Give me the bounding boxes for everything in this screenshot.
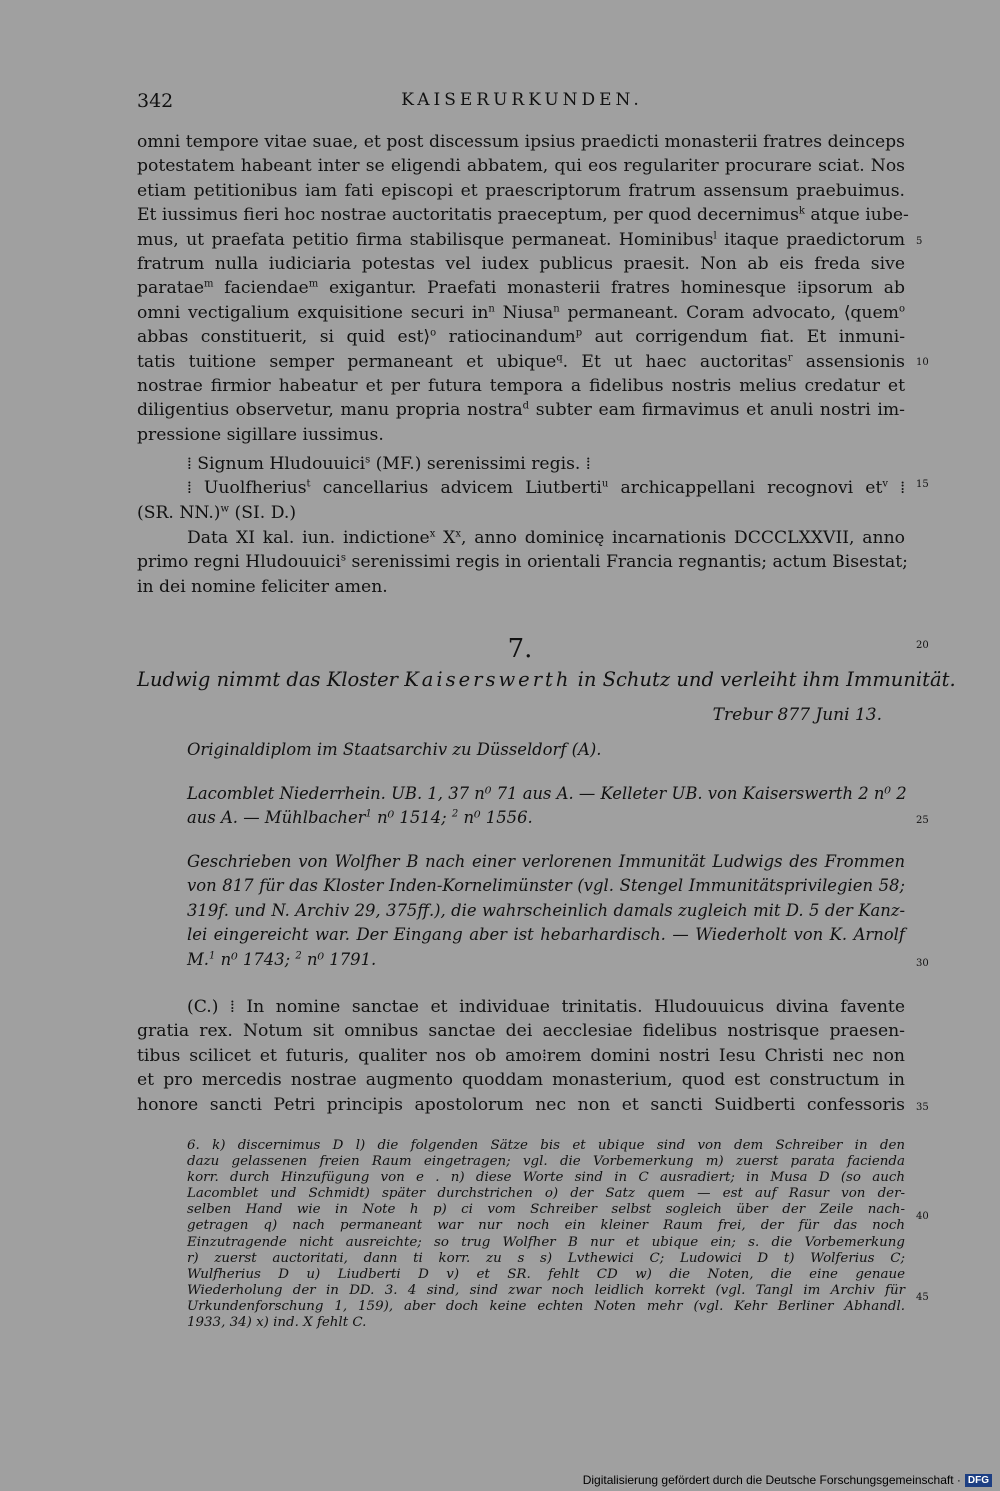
- text-line: abbas constituerit, si quid est⟩$^o$ ratiocinandum$^p$ aut corrigendum fiat. Et inmuni-: [137, 327, 906, 348]
- text-line: et pro mercedis nostrae augmento quoddam monasterium, quod est constructum in: [137, 1070, 905, 1091]
- text-line: lei eingereicht war. Der Eingang aber ist hebarhardisch. — Wiederholt von K. Arnolf: [187, 925, 905, 945]
- margin-number: 40: [916, 1211, 929, 1222]
- credit-text: Digitalisierung gefördert durch die Deutsche Forschungsgemeinschaft ·: [582, 1473, 961, 1487]
- charter-7-text: [137, 995, 905, 1117]
- text-line: 319f. und N. Archiv 29, 375ff.), die wahrscheinlich damals zugleich mit D. 5 der Kanz-: [187, 900, 905, 920]
- text-line: korr. durch Hinzufügung von e . n) diese Worte sind in C ausradiert; in Musa D (so auch: [187, 1170, 905, 1186]
- running-title: KAISERURKUNDEN.: [401, 90, 643, 110]
- document-number: 7.: [507, 634, 533, 664]
- signum-block: [137, 452, 905, 525]
- title-place: Kaiserswerth: [404, 668, 572, 691]
- text-line: ⁞ Signum Hludouuici$^s$ (MF.) serenissimi regis. ⁞: [187, 454, 591, 474]
- source-note: [187, 738, 905, 762]
- text-line: omni vectigalium exquisitione securi $in^n$ Niusa$^n$ permaneant. Coram advocato, ⟨quem$^o$: [137, 302, 905, 323]
- text-line: omni tempore vitae suae, et post discessum ipsius praedicti monasterii fratres deinceps: [137, 132, 905, 152]
- footnotes: [187, 1138, 905, 1331]
- dating-clause: [137, 526, 908, 599]
- text-line: (SR. NN.)$^w$ (SI. D.): [137, 502, 297, 523]
- charter-text: [137, 130, 909, 447]
- text-line: mus, ut praefata petitio firma stabilisque permaneat. Hominibus$^l$ itaque praedictorum: [137, 229, 905, 250]
- text-line: Lacomblet Niederrhein. UB. 1, 37 n⁰ 71 aus A. — Kelleter UB. von Kaiserswerth 2 n⁰ 2: [187, 784, 907, 803]
- page-header: [137, 90, 907, 114]
- text-line: getragen q) nach permaneant war nur noch ein kleiner Raum frei, der für das noch: [187, 1218, 905, 1234]
- text-line: 6. k) discernimus D l) die folgenden Sätze bis et ubique sind von dem Schreiber in den: [187, 1138, 905, 1153]
- document-title: [137, 668, 956, 691]
- text-line: Geschrieben von Wolfher B nach einer verlorenen Immunität Ludwigs des Frommen: [187, 852, 905, 871]
- text-line: in dei nomine feliciter amen.: [137, 576, 388, 597]
- dfg-logo: DFG: [965, 1474, 992, 1487]
- text-line: Wulfherius D u) Liudberti D v) et SR. fehlt CD w) die Noten, die eine genaue: [187, 1266, 905, 1282]
- text-line: etiam petitionibus iam fati episcopi et praescriptorum fratrum assensum praebuimus.: [137, 180, 905, 201]
- text-line: selben Hand wie in Note h p) ci vom Schreiber selbst sogleich über der Zeile nach-: [187, 1202, 905, 1218]
- text-line: dazu gelassenen freien Raum eingetragen; vgl. die Vorbemerkung m) zuerst parata facienda: [187, 1154, 905, 1170]
- text-line: r) zuerst auctoritati, dann ti korr. zu s s) Lvthewici C; Ludowici D t) Wolferius C;: [187, 1250, 905, 1266]
- text-line: gratia rex. Notum sit omnibus sanctae dei aecclesiae fidelibus nostrisque praesen-: [137, 1021, 905, 1042]
- text-line: primo regni Hludouuici$^s$ serenissimi regis in orientali Francia regnantis; actum Bisestat;: [137, 552, 908, 573]
- text-line: paratae$^m$ faciendae$^m$ exigantur. Praefati monasterii fratres hominesque ⁞ipsorum ab: [137, 278, 905, 299]
- text-line: pressione sigillare iussimus.: [137, 424, 384, 445]
- document-date: Trebur 877 Juni 13.: [712, 705, 882, 725]
- page-number: 342: [137, 90, 174, 112]
- text-line: M.$^1$ n⁰ 1743; $^2$ n⁰ 1791.: [187, 949, 377, 969]
- text-line: Urkundenforschung 1, 159), aber doch keine echten Noten mehr (vgl. Kehr Berliner Abhandl.: [187, 1298, 905, 1314]
- source-line: Originaldiplom im Staatsarchiv zu Düsseldorf (A).: [187, 740, 602, 759]
- margin-number: 10: [916, 357, 929, 368]
- text-line: tatis tuitione semper permaneant et ubique$^q$. Et ut haec auctoritas$^r$ assensionis: [137, 351, 905, 372]
- margin-number: 5: [916, 236, 923, 247]
- text-line: Data XI kal. iun. indictione$^x$ $X^x$, anno dominicę incarnationis DCCCLXXVII, anno: [187, 528, 906, 548]
- digitization-credit: [583, 1473, 992, 1487]
- text-line: Lacomblet und Schmidt) später durchstrichen o) der Satz quem — est auf Rasur von der-: [187, 1186, 905, 1202]
- text-line: tibus scilicet et futuris, qualiter nos ob amo⁞rem domini nostri Iesu Christi nec non: [137, 1045, 905, 1066]
- margin-number: 20: [916, 640, 929, 651]
- text-line: nostrae firmior habeatur et per futura tempora a fidelibus nostris melius credatur et: [137, 376, 905, 397]
- text-line: (C.) ⁞ In nomine sanctae et individuae trinitatis. Hludouuicus divina favente: [187, 997, 905, 1017]
- margin-number: 25: [916, 815, 929, 826]
- text-line: aus A. — Mühlbacher$^1$ n⁰ 1514; $^2$ n⁰ 1556.: [187, 808, 533, 828]
- remarks-note: [187, 850, 905, 972]
- text-line: Einzutragende nicht ausreichte; so trug Wolfher B nur et ubique ein; s. die Vorbemerkung: [187, 1234, 905, 1250]
- title-part: in Schutz und verleiht ihm Immunität.: [571, 668, 956, 691]
- text-line: ⁞ Uuolfherius$^t$ cancellarius advicem Liutberti$^u$ archicappellani recognovi $et^v$ ⁞: [187, 478, 905, 499]
- text-line: Wiederholung der in DD. 3. 4 sind, sind zwar noch leidlich korrekt (vgl. Tangl im Archiv für: [187, 1282, 905, 1298]
- text-line: diligentius observetur, manu propria nostra$^d$ subter eam firmavimus et anuli nostri im-: [137, 400, 905, 421]
- text-line: fratrum nulla iudiciaria potestas vel iudex publicus praesit. Non ab eis freda sive: [137, 254, 905, 275]
- margin-number: 30: [916, 958, 929, 969]
- margin-number: 15: [916, 479, 929, 490]
- text-line: potestatem habeant inter se eligendi abbatem, qui eos regulariter procurare sciat. Nos: [137, 156, 905, 177]
- text-line: von 817 für das Kloster Inden-Kornelimünster (vgl. Stengel Immunitätsprivilegien 58;: [187, 876, 905, 896]
- text-line: honore sancti Petri principis apostolorum nec non et sancti Suidberti confessoris: [137, 1094, 905, 1115]
- text-line: Et iussimus fieri hoc nostrae auctoritatis praeceptum, per quod decernimus$^k$ atque iube-: [137, 205, 909, 226]
- margin-number: 35: [916, 1102, 929, 1113]
- title-part: Ludwig nimmt das Kloster: [137, 668, 405, 691]
- margin-number: 45: [916, 1292, 929, 1303]
- editions-note: [187, 782, 905, 831]
- text-line: 1933, 34) x) ind. X fehlt C.: [187, 1315, 367, 1331]
